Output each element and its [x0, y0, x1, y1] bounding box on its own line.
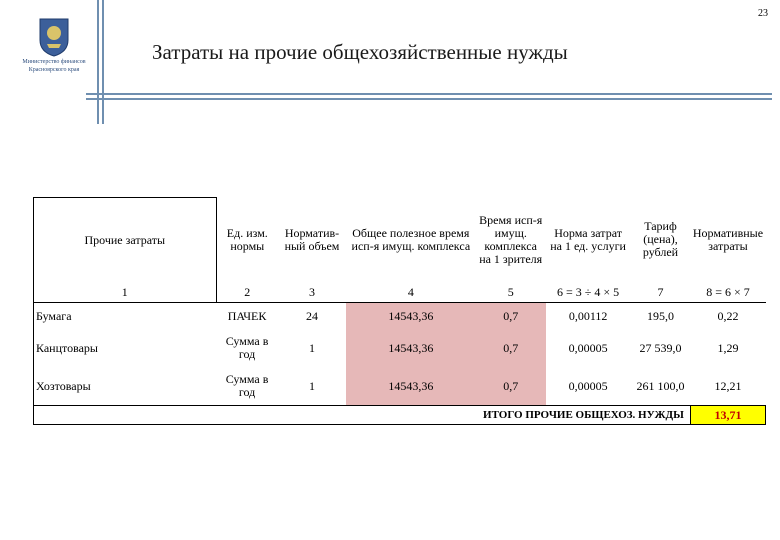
logo-caption-line-2: Красноярского края [28, 67, 80, 73]
header-unit: Ед. изм. нормы [226, 225, 268, 253]
logo-caption-line-1: Министерство финансов [22, 59, 86, 65]
header-total-time: Общее полезное время исп-я имущ. комплекса [351, 225, 471, 253]
row-name: Бумага [34, 303, 217, 330]
decor-horizontal-line-1 [86, 93, 772, 95]
table-total-row [34, 406, 766, 425]
row-volume: 1 [308, 378, 315, 393]
row-cost: 1,29 [717, 340, 739, 355]
row-total-time: 14543,36 [346, 303, 476, 330]
row-total-time: 14543,36 [346, 329, 476, 367]
header-normative-cost: Нормативные затраты [692, 225, 764, 253]
row-time-per: 0,7 [476, 303, 546, 330]
row-tariff: 27 539,0 [639, 340, 682, 355]
index-cell: 2 [244, 284, 251, 299]
decor-vertical-line-1 [97, 0, 99, 124]
table-index-row [34, 282, 766, 303]
decor-horizontal-line-2 [86, 98, 772, 100]
index-cell: 7 [657, 284, 664, 299]
index-cell: 6 = 3 ÷ 4 × 5 [557, 284, 620, 299]
row-time-per: 0,7 [476, 367, 546, 406]
index-cell: 1 [34, 282, 217, 303]
header-volume: Норматив-ный объем [284, 225, 340, 253]
index-cell: 4 [407, 284, 414, 299]
row-norm: 0,00005 [568, 340, 608, 355]
row-norm: 0,00005 [568, 378, 608, 393]
page-title: Затраты на прочие общехозяйственные нужды [152, 40, 568, 64]
row-unit: Сумма в год [225, 372, 269, 399]
table-header-row [34, 198, 766, 283]
total-value: 13,71 [690, 406, 765, 425]
row-unit: ПАЧЕК [216, 303, 278, 330]
total-label: ИТОГО ПРОЧИЕ ОБЩЕХОЗ. НУЖДЫ [34, 406, 691, 425]
ministry-logo [14, 16, 94, 86]
row-unit: Сумма в год [225, 334, 269, 361]
row-cost: 12,21 [714, 378, 742, 393]
row-tariff: 195,0 [631, 303, 691, 330]
header-tariff: Тариф (цена), рублей [642, 219, 679, 260]
row-tariff: 261 100,0 [636, 378, 685, 393]
costs-table [33, 197, 766, 425]
table-row [34, 303, 766, 330]
row-total-time: 14543,36 [346, 367, 476, 406]
decor-vertical-line-2 [102, 0, 104, 124]
row-time-per: 0,7 [476, 329, 546, 367]
header-time-per-viewer: Время исп-я имущ. комплекса на 1 зрителя [479, 212, 543, 266]
header-norm-per-unit: Норма затрат на 1 ед. услуги [550, 225, 626, 253]
header-expense: Прочие затраты [34, 198, 217, 283]
row-name: Хозтовары [34, 367, 217, 406]
coat-of-arms-icon [37, 16, 71, 58]
page-number: 23 [758, 8, 768, 19]
table-row [34, 367, 766, 406]
table-row [34, 329, 766, 367]
row-name: Канцтовары [34, 329, 217, 367]
row-cost: 0,22 [690, 303, 765, 330]
index-cell: 3 [308, 284, 315, 299]
index-cell: 5 [507, 284, 514, 299]
index-cell: 8 = 6 × 7 [706, 284, 750, 299]
row-volume: 1 [308, 340, 315, 355]
row-volume: 24 [278, 303, 346, 330]
row-norm: 0,00112 [546, 303, 631, 330]
